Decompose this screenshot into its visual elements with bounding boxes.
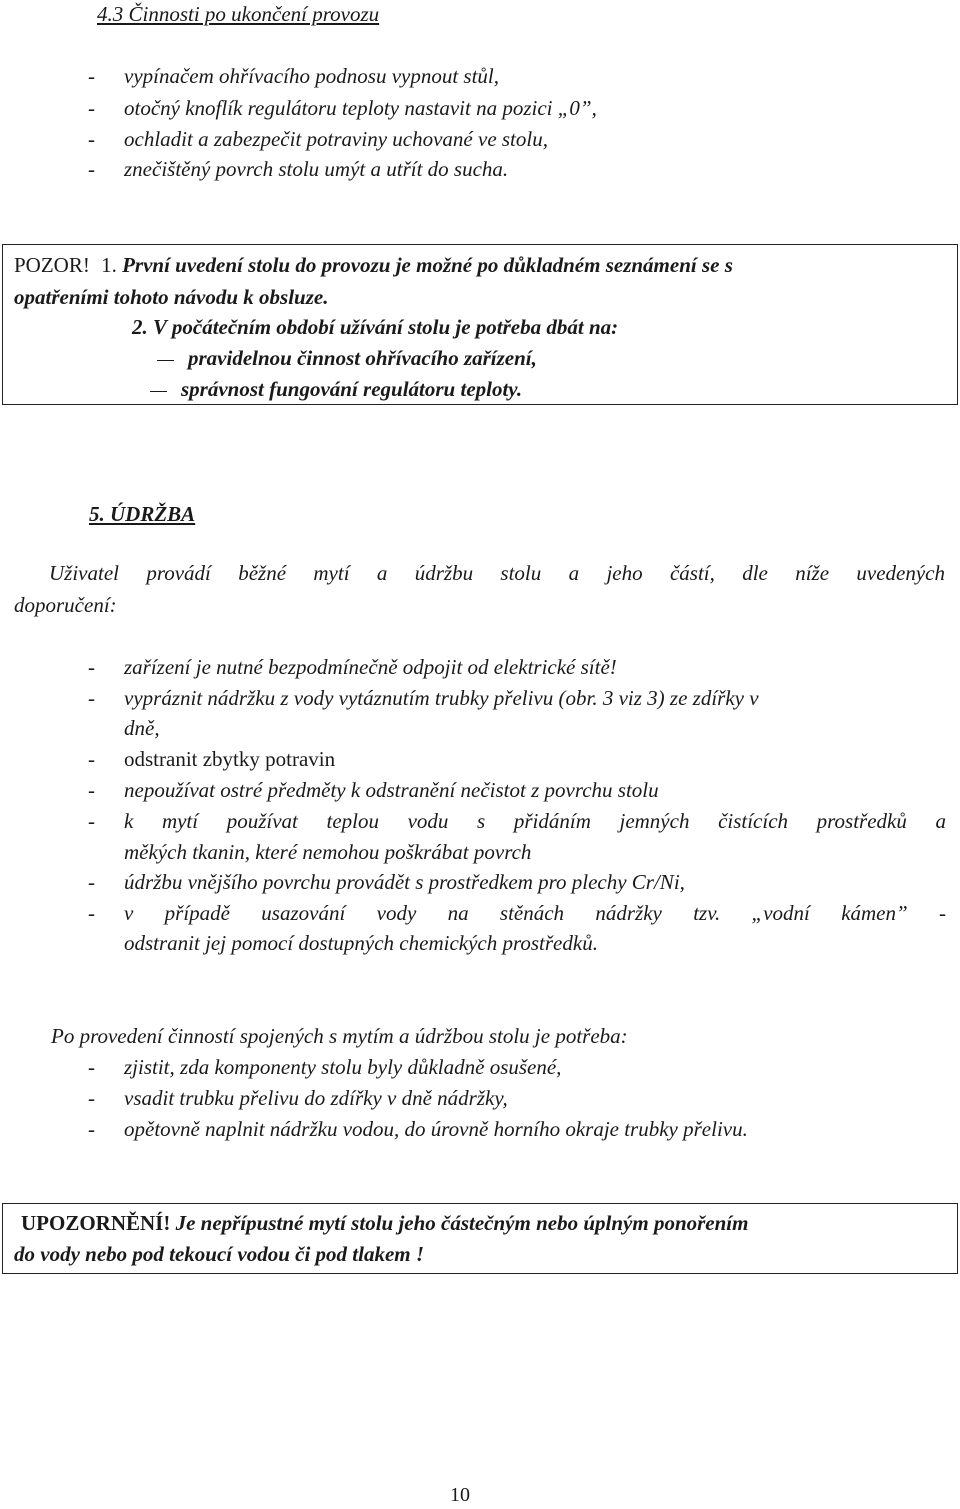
list-item-text: vsadit trubku přelivu do zdířky v dně nádržky,	[124, 1086, 508, 1110]
list-item-text: vypráznit nádržku z vody vytáznutím trubky přelivu (obr. 3 viz 3) ze zdířky v	[124, 686, 759, 710]
warning-line-2: opatřeními tohoto návodu k obsluze.	[14, 285, 329, 309]
maintenance-intro-1: Uživatel provádí běžné mytí a údržbu stolu a jeho částí, dle níže uvedených	[49, 561, 945, 585]
list-item-text: vypínačem ohřívacího podnosu vypnout stůl,	[124, 64, 500, 88]
page-number: 10	[450, 1484, 470, 1506]
list-item-text: k mytí používat teplou vodu s přidáním jemných čistících prostředků a	[124, 809, 946, 833]
dash-mark	[157, 360, 174, 361]
after-washing-intro: Po provedení činností spojených s mytím a údržbou stolu je potřeba:	[51, 1024, 628, 1048]
notice-line-2: do vody nebo pod tekoucí vodou či pod tlakem !	[14, 1242, 425, 1266]
list-item-text: v případě usazování vody na stěnách nádržky tzv. „vodní kámen” -	[124, 901, 946, 925]
list-item-text: zařízení je nutné bezpodmínečně odpojit od elektrické sítě!	[124, 655, 617, 679]
maintenance-intro-2: doporučení:	[14, 593, 117, 617]
warning-item-text: První uvedení stolu do provozu je možné po důkladném seznámení se s	[122, 253, 733, 277]
warning-subitem-text: správnost fungování regulátoru teploty.	[181, 377, 523, 401]
list-item-text: ochladit a zabezpečit potraviny uchované ve stolu,	[124, 127, 548, 151]
dash-mark	[150, 391, 167, 392]
warning-label: POZOR!	[14, 253, 90, 277]
list-item-text: nepoužívat ostré předměty k odstranění nečistot z povrchu stolu	[124, 778, 659, 802]
section-title: 4.3 Činnosti po ukončení provozu	[97, 2, 380, 26]
warning-item-text: V počátečním období užívání stolu je potřeba dbát na:	[153, 315, 619, 339]
list-item-text: údržbu vnějšího povrchu provádět s prostředkem pro plechy Cr/Ni,	[124, 870, 685, 894]
list-item-continuation: dně,	[124, 716, 160, 740]
list-item-continuation: odstranit jej pomocí dostupných chemických prostředků.	[124, 931, 598, 955]
list-item-text: odstranit zbytky potravin	[124, 747, 336, 771]
warning-subitem	[150, 377, 522, 402]
warning-item-number: 2.	[132, 315, 148, 339]
list-item-text: opětovně naplnit nádržku vodou, do úrovně horního okraje trubky přelivu.	[124, 1117, 748, 1141]
warning-line-1	[14, 253, 733, 278]
warning-subitem-text: pravidelnou činnost ohřívacího zařízení,	[188, 346, 537, 370]
warning-item-number: 1.	[101, 253, 117, 277]
notice-line-1	[21, 1211, 748, 1236]
warning-line-3	[132, 315, 618, 340]
maintenance-heading: 5. ÚDRŽBA	[89, 502, 196, 526]
list-item-text: zjistit, zda komponenty stolu byly důkladně osušené,	[124, 1055, 562, 1079]
list-item-text: otočný knoflík regulátoru teploty nastavit na pozici „0”,	[124, 96, 597, 120]
list-item-continuation: měkých tkanin, které nemohou poškrábat povrch	[124, 840, 532, 864]
list-item-text: znečištěný povrch stolu umýt a utřít do sucha.	[124, 157, 509, 181]
notice-label: UPOZORNĚNÍ!	[21, 1211, 171, 1235]
warning-subitem	[157, 346, 537, 371]
notice-text: Je nepřípustné mytí stolu jeho částečným nebo úplným ponořením	[175, 1211, 749, 1235]
